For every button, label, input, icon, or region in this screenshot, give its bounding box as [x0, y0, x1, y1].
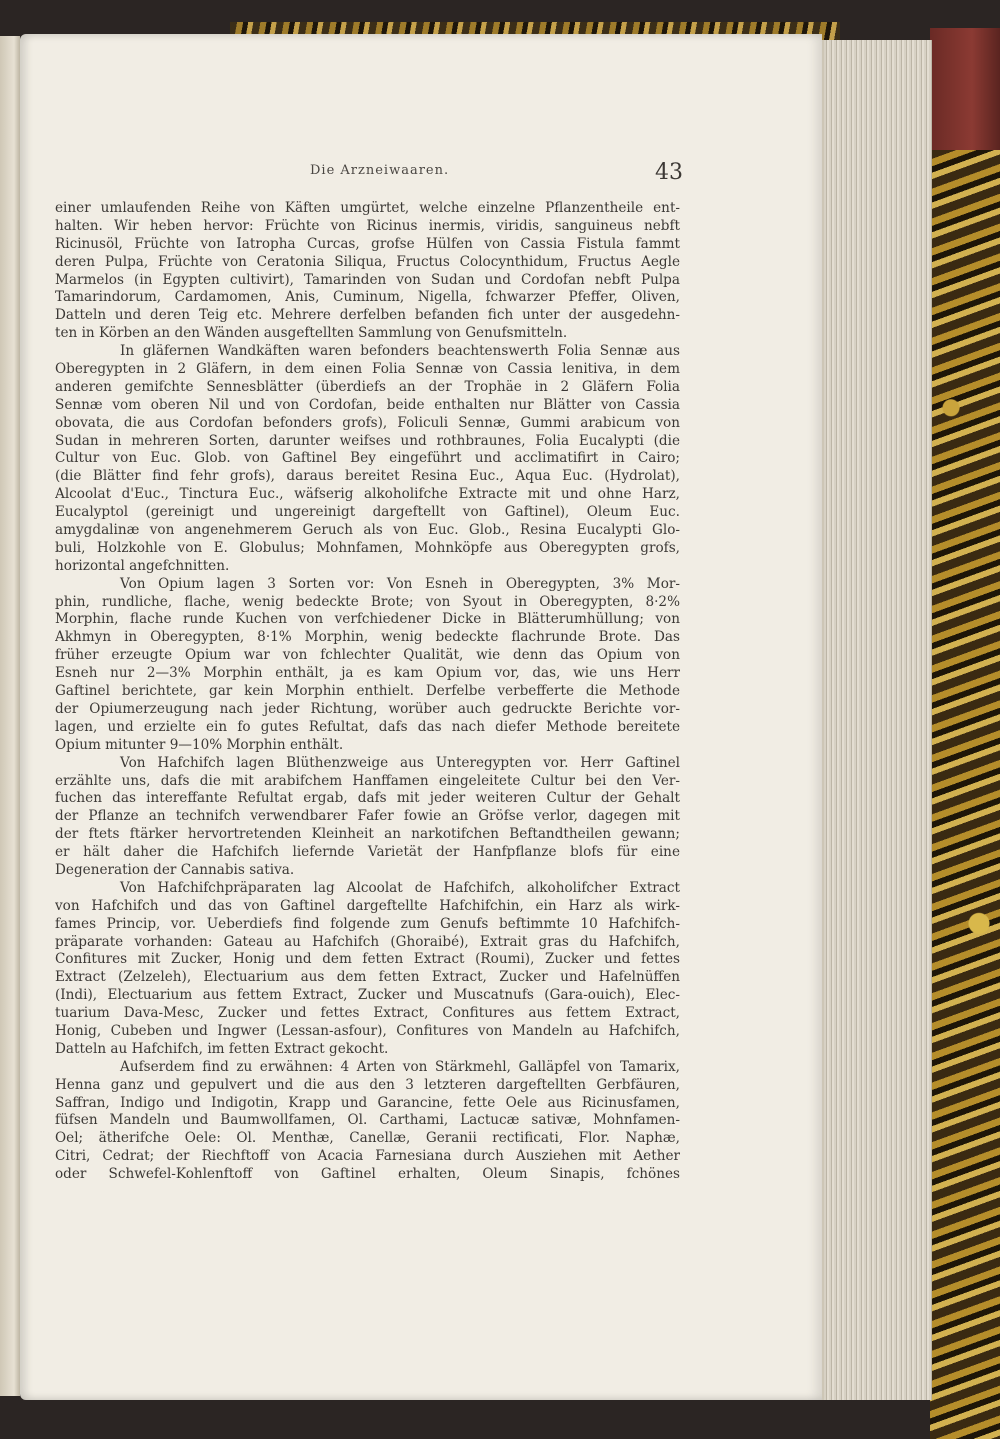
text-line: Marmelos (in Egypten cultivirt), Tamarinden von Sudan und Cordofan nebft Pulpa	[55, 271, 680, 288]
text-line: fames Princip, vor. Ueberdiefs find folgende zum Genufs beftimmte 10 Hafchifch-	[55, 915, 680, 932]
text-line: Von Opium lagen 3 Sorten vor: Von Esneh in Oberegypten, 3% Mor-	[120, 575, 680, 592]
text-line: der Pflanze an technifch verwendbarer Fafer fowie an Gröfse verlor, dagegen mit	[55, 808, 680, 825]
text-line: Oel; ätherifche Oele: Ol. Menthæ, Canellæ, Geranii rectificati, Flor. Naphæ,	[55, 1130, 680, 1147]
text-line: präparate vorhanden: Gateau au Hafchifch (Ghoraibé), Extrait gras du Hafchifch,	[55, 933, 680, 950]
text-line: phin, rundliche, flache, wenig bedeckte Brote; von Syout in Oberegypten, 8·2%	[55, 593, 680, 610]
text-line: anderen gemifchte Sennesblätter (überdiefs an der Trophäe in 2 Gläfern Folia	[55, 378, 680, 395]
text-line: Akhmyn in Oberegypten, 8·1% Morphin, wenig bedeckte flachrunde Brote. Das	[55, 629, 680, 646]
page-number: 43	[655, 160, 683, 185]
text-line: früher erzeugte Opium war von fchlechter Qualität, wie denn das Opium von	[55, 647, 680, 664]
text-line: Von Hafchifchpräparaten lag Alcoolat de Hafchifch, alkoholifcher Extract	[120, 879, 680, 896]
text-line: Esneh nur 2—3% Morphin enthält, ja es kam Opium vor, das, wie uns Herr	[55, 665, 680, 682]
text-line: fuchen das intereffante Refultat ergab, dafs mit jeder weiteren Cultur der Gehalt	[55, 790, 680, 807]
text-line: Sennæ vom oberen Nil und von Cordofan, beide enthalten nur Blätter von Cassia	[55, 396, 680, 413]
text-line: Von Hafchifch lagen Blüthenzweige aus Unteregypten vor. Herr Gaftinel	[120, 754, 680, 771]
text-line: Datteln und deren Teig etc. Mehrere derfelben befanden fich unter der ausgedehn-	[55, 307, 680, 324]
text-line: der Opiumerzeugung nach jeder Richtung, worüber auch gedruckte Berichte vor-	[55, 700, 680, 717]
text-line: tuarium Dava-Mesc, Zucker und fettes Extract, Confitures aus fettem Extract,	[55, 1005, 680, 1022]
text-line: einer umlaufenden Reihe von Käften umgürtet, welche einzelne Pflanzentheile ent-	[55, 200, 680, 216]
book-cover-leather-corner	[930, 28, 1000, 153]
text-line: Alcoolat d'Euc., Tinctura Euc., wäfserig alkoholifche Extracte mit und ohne Harz,	[55, 486, 680, 503]
text-line: Oberegypten in 2 Gläfern, in dem einen Folia Sennæ von Cassia lenitiva, in dem	[55, 361, 680, 378]
text-line: amygdalinæ von angenehmerem Geruch als von Euc. Glob., Resina Eucalypti Glo-	[55, 522, 680, 539]
text-line: In gläfernen Wandkäften waren befonders beachtenswerth Folia Sennæ aus	[120, 343, 680, 360]
text-line: Extract (Zelzeleh), Electuarium aus dem fetten Extract, Zucker und Hafelnüffen	[55, 969, 680, 986]
text-line: Honig, Cubeben und Ingwer (Lessan-asfour), Confitures von Mandeln au Hafchifch,	[55, 1022, 680, 1039]
text-line: füfsen Mandeln und Baumwollfamen, Ol. Carthami, Lactucæ sativæ, Mohnfamen-	[55, 1112, 680, 1129]
text-line: Tamarindorum, Cardamomen, Anis, Cuminum, Nigella, fchwarzer Pfeffer, Oliven,	[55, 289, 680, 306]
text-line: Ricinusöl, Früchte von Iatropha Curcas, grofse Hülfen von Cassia Fistula fammt	[55, 235, 680, 252]
text-line: Saffran, Indigo und Indigotin, Krapp und Garancine, fette Oele aus Ricinusfamen,	[55, 1094, 680, 1111]
text-line: (die Blätter find fehr grofs), daraus bereitet Resina Euc., Aqua Euc. (Hydrolat),	[55, 468, 680, 485]
text-line: Sudan in mehreren Sorten, darunter weifses und rothbraunes, Folia Eucalypti (die	[55, 432, 680, 449]
facing-page-edge	[0, 36, 20, 1396]
text-line: Datteln au Hafchifch, im fetten Extract gekocht.	[55, 1040, 389, 1057]
book-cover-marbled-edge	[930, 150, 1000, 1439]
text-line: Confitures mit Zucker, Honig und dem fetten Extract (Roumi), Zucker und fettes	[55, 951, 680, 968]
text-line: horizontal angefchnitten.	[55, 557, 230, 574]
page-body-text	[55, 200, 680, 1184]
text-line: obovata, die aus Cordofan befonders grofs), Foliculi Sennæ, Gummi arabicum von	[55, 414, 680, 431]
text-line: oder Schwefel-Kohlenftoff von Gaftinel erhalten, Oleum Sinapis, fchönes	[55, 1166, 680, 1183]
text-line: halten. Wir heben hervor: Früchte von Ricinus inermis, viridis, sanguineus nebft	[55, 217, 680, 234]
text-line: Henna ganz und gepulvert und die aus den 3 letzteren dargeftellten Gerbfäuren,	[55, 1076, 680, 1093]
text-line: ten in Körben an den Wänden ausgeftellten Sammlung von Genufsmitteln.	[55, 325, 568, 342]
text-line: lagen, und erzielte ein fo gutes Refultat, dafs das nach diefer Methode bereitete	[55, 718, 680, 735]
text-line: Gaftinel berichtete, gar kein Morphin enthielt. Derfelbe verbefferte die Methode	[55, 683, 680, 700]
text-line: von Hafchifch und das von Gaftinel dargeftellte Hafchifchin, ein Harz als wirk-	[55, 897, 680, 914]
page-block-fore-edge	[822, 40, 932, 1400]
text-line: Cultur von Euc. Glob. von Gaftinel Bey eingeführt und acclimatifirt in Cairo;	[55, 450, 680, 467]
text-line: Citri, Cedrat; der Riechftoff von Acacia Farnesiana durch Ausziehen mit Aether	[55, 1148, 680, 1165]
text-line: erzählte uns, dafs die mit arabifchem Hanffamen eingeleitete Cultur bei den Ver-	[55, 772, 680, 789]
text-line: Degeneration der Cannabis sativa.	[55, 861, 295, 878]
text-line: buli, Holzkohle von E. Globulus; Mohnfamen, Mohnköpfe aus Oberegypten grofs,	[55, 539, 680, 556]
text-line: Aufserdem find zu erwähnen: 4 Arten von Stärkmehl, Galläpfel von Tamarix,	[120, 1058, 680, 1075]
text-line: Morphin, flache runde Kuchen von verfchiedener Dicke in Blätterumhüllung; von	[55, 611, 680, 628]
text-line: Eucalyptol (gereinigt und ungereinigt dargeftellt von Gaftinel), Oleum Euc.	[55, 504, 680, 521]
text-line: der ftets ftärker hervortretenden Kleinheit an narkotifchen Beftandtheilen gewann;	[55, 826, 680, 843]
running-head: Die Arzneiwaaren.	[310, 163, 450, 178]
text-line: er hält daher die Hafchifch liefernde Varietät der Hanfpflanze blofs für eine	[55, 844, 680, 861]
text-line: (Indi), Electuarium aus fettem Extract, Zucker und Muscatnufs (Gara-ouich), Elec-	[55, 987, 680, 1004]
text-line: deren Pulpa, Früchte von Ceratonia Siliqua, Fructus Colocynthidum, Fructus Aegle	[55, 253, 680, 270]
text-line: Opium mitunter 9—10% Morphin enthält.	[55, 736, 344, 753]
